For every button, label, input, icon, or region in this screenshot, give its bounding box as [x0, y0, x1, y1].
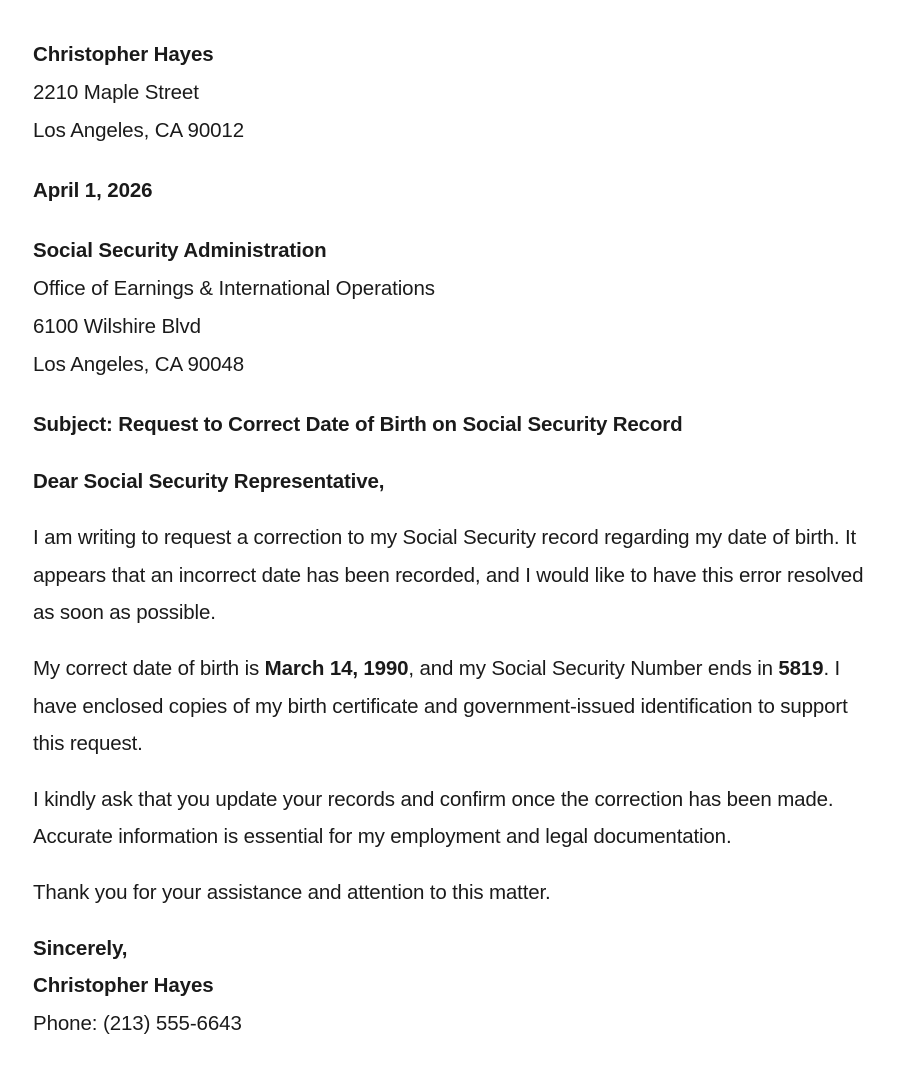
sender-address-block: [33, 36, 868, 150]
ssn-sentence-lead: , and my Social Security Number ends in: [408, 656, 779, 680]
enclosure-sentence: . I have enclosed copies of my birth certificate and government-issued identification to support this request.: [33, 656, 848, 756]
recipient-organization: Social Security Administration: [33, 239, 327, 262]
ssn-last-four-value: 5819: [778, 656, 824, 680]
body-paragraph-1: I am writing to request a correction to my Social Security record regarding my date of birth. It appears that an incorrect date has been recorded, and I would like to have this error resolved as soon as possible.: [33, 526, 864, 625]
closing-block: [33, 930, 868, 1043]
dob-sentence-lead: My correct date of birth is: [33, 656, 265, 680]
signature-name: Christopher Hayes: [33, 974, 214, 998]
recipient-address-block: [33, 232, 868, 384]
salutation: Dear Social Security Representative,: [33, 469, 385, 493]
contact-phone: Phone: (213) 555-6643: [33, 1011, 242, 1035]
recipient-street: 6100 Wilshire Blvd: [33, 315, 201, 338]
recipient-department: Office of Earnings & International Operations: [33, 277, 435, 300]
sender-street: 2210 Maple Street: [33, 81, 199, 104]
letter-date: April 1, 2026: [33, 179, 153, 202]
sender-city-state-zip: Los Angeles, CA 90012: [33, 119, 245, 142]
letter-date-block: [33, 172, 868, 210]
subject-line: Subject: Request to Correct Date of Birth on Social Security Record: [33, 413, 683, 436]
valediction: Sincerely,: [33, 936, 128, 960]
sender-name: Christopher Hayes: [33, 43, 214, 66]
recipient-city-state-zip: Los Angeles, CA 90048: [33, 353, 245, 376]
body-paragraph-4: Thank you for your assistance and attention to this matter.: [33, 880, 551, 904]
date-of-birth-value: March 14, 1990: [264, 656, 409, 680]
body-paragraph-3: I kindly ask that you update your records and confirm once the correction has been made. Accurate information is essential for my employment and legal documentation.: [33, 787, 834, 849]
body-paragraph-2: [33, 650, 868, 763]
